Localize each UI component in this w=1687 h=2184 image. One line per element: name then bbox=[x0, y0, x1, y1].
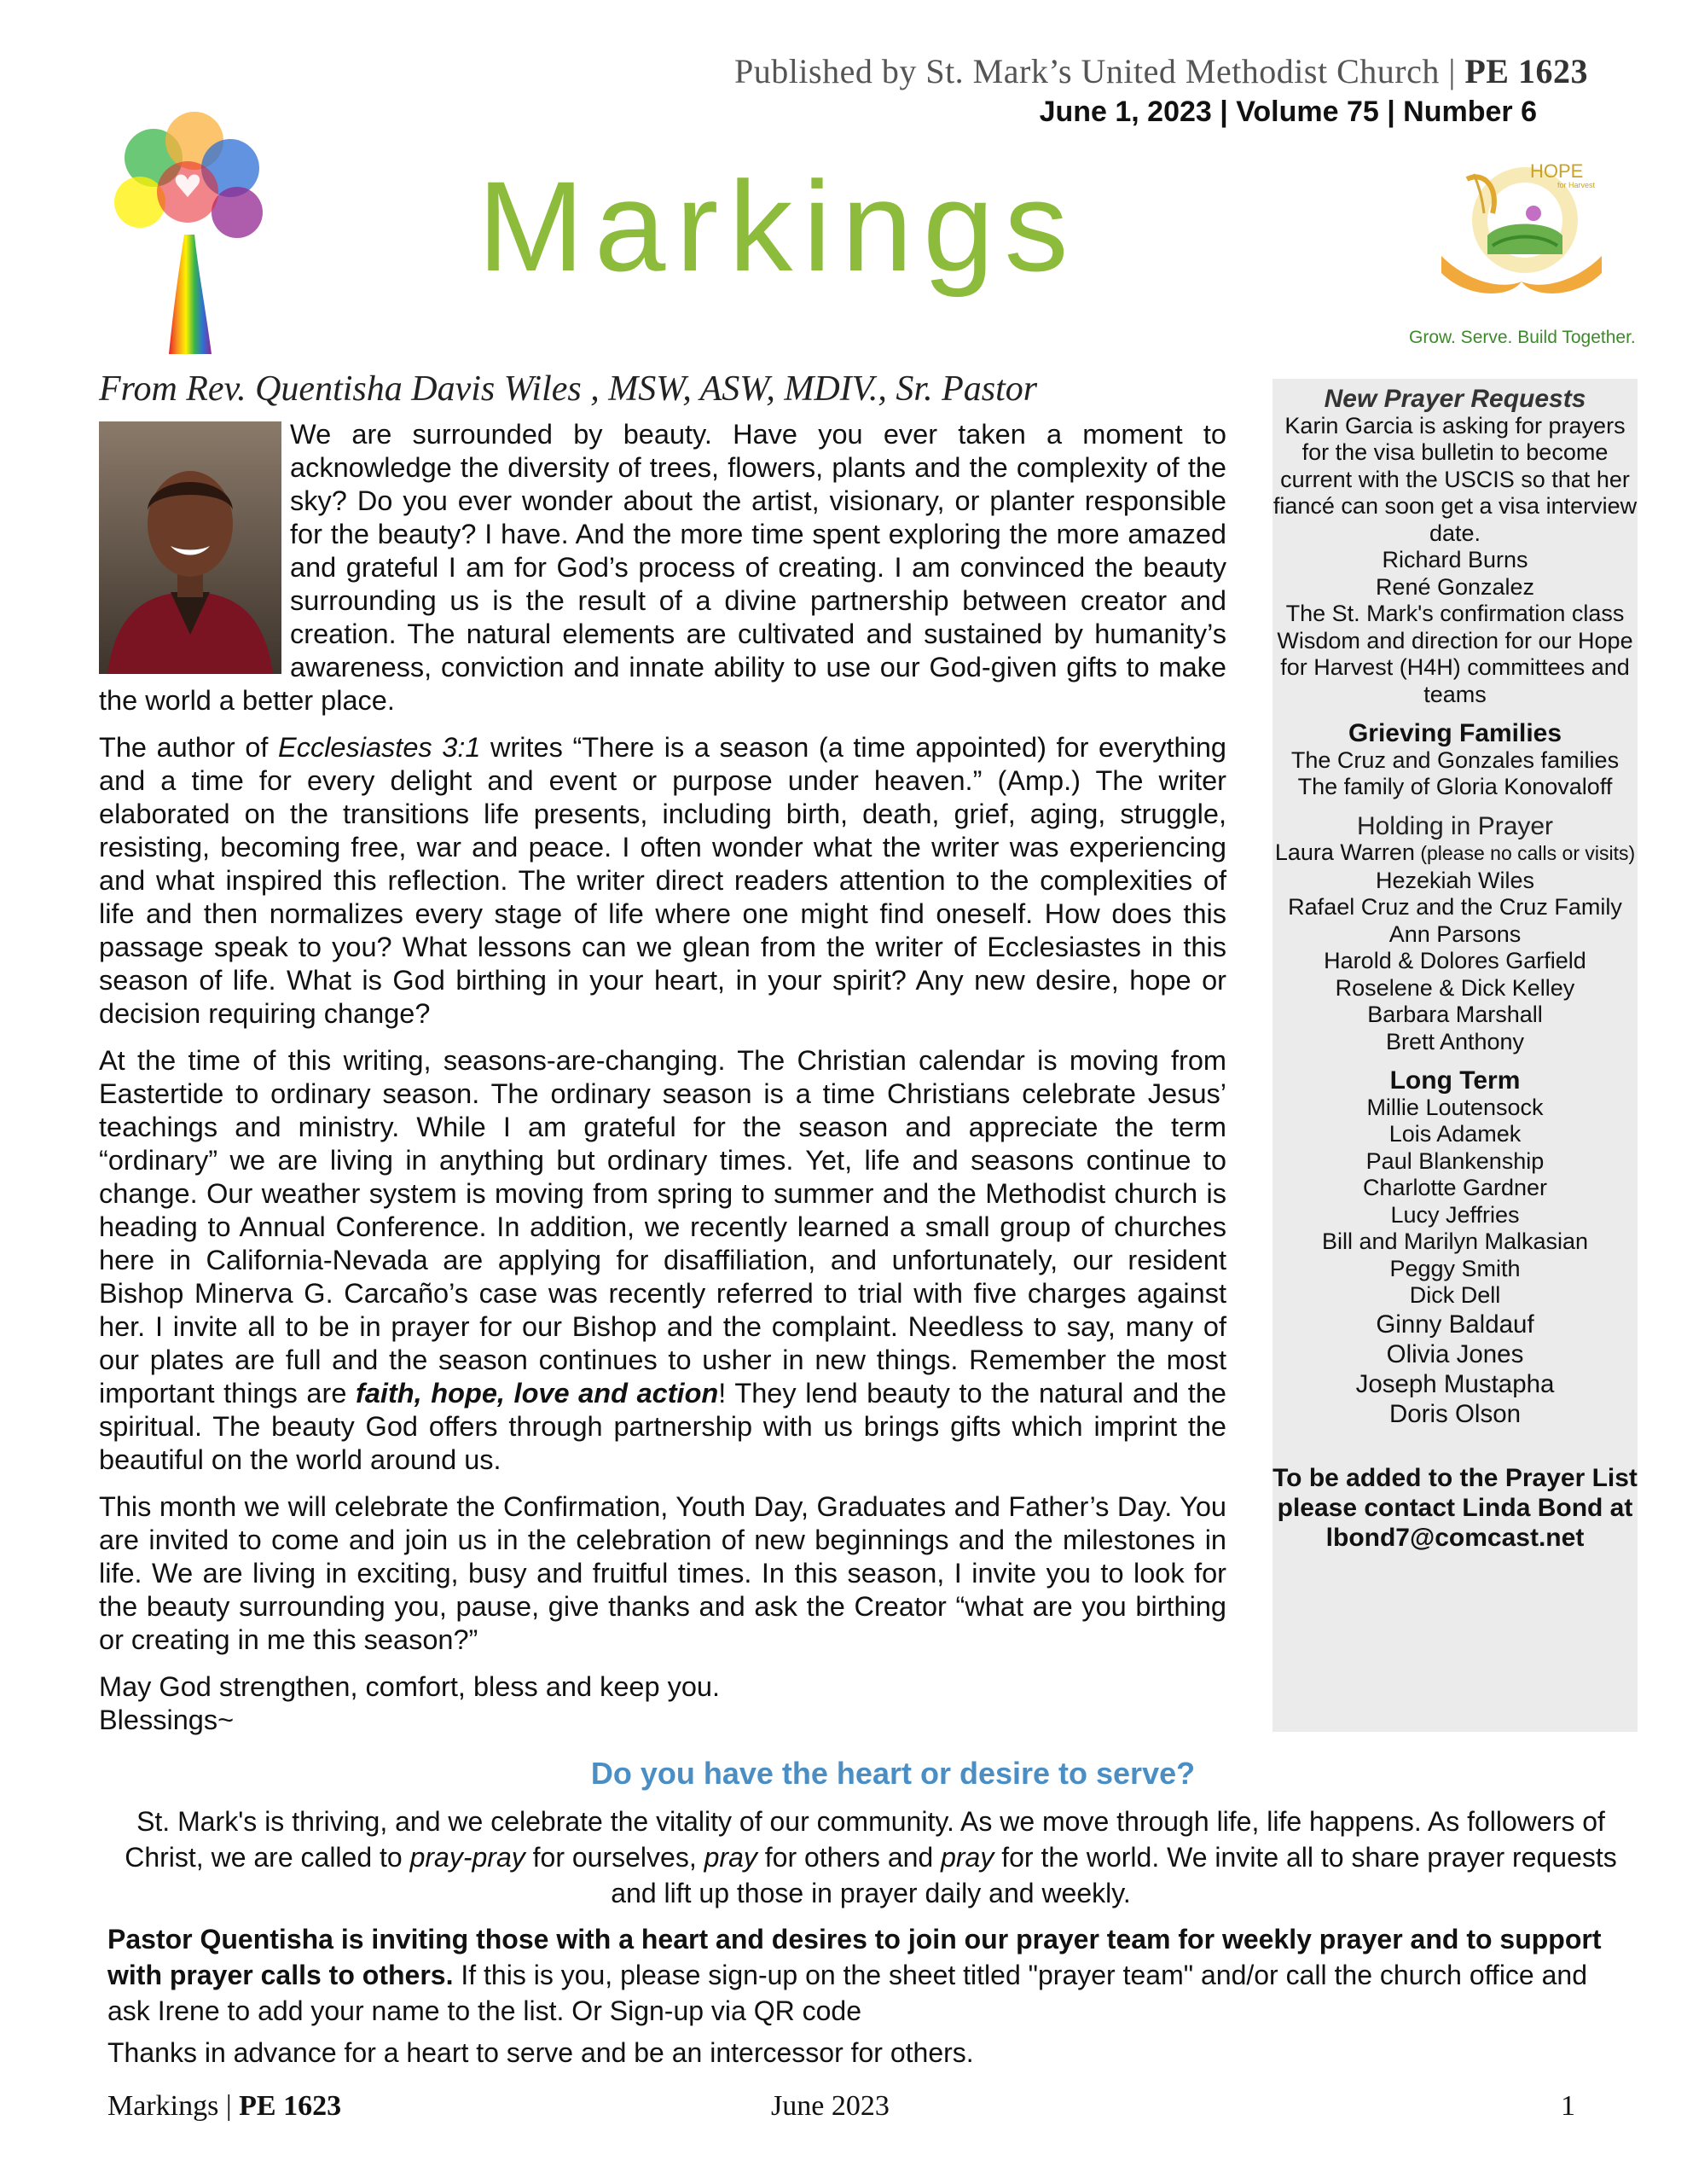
publisher-separator: | bbox=[1439, 52, 1465, 90]
masthead-title: Markings bbox=[478, 154, 1079, 298]
page-number: 1 bbox=[1561, 2090, 1575, 2122]
letter-closing bbox=[99, 1670, 1226, 1737]
holding-list bbox=[1272, 839, 1638, 1055]
holding-title: Holding in Prayer bbox=[1356, 811, 1554, 840]
footer-date: June 2023 bbox=[771, 2090, 890, 2122]
hope-for-harvest-logo bbox=[1433, 154, 1603, 307]
list-item: Ginny Baldauf bbox=[1376, 1310, 1534, 1339]
holding-first-name: Laura Warren bbox=[1274, 839, 1415, 865]
intro-text-b: for ourselves, bbox=[525, 1842, 704, 1873]
serve-invite bbox=[107, 1921, 1634, 2029]
list-item: Roselene & Dick Kelley bbox=[1335, 974, 1575, 1001]
logo-tagline: Grow. Serve. Build Together. bbox=[1409, 328, 1636, 347]
list-item: Barbara Marshall bbox=[1367, 1002, 1543, 1027]
p3-text-b: ! They lend beauty to the natural and the spiritual. The beauty God offers through partnership with us brings gifts which imprint the beautiful on the world around us. bbox=[99, 1378, 1226, 1475]
p2-text-a: The author of bbox=[99, 732, 279, 763]
new-requests-list bbox=[1272, 413, 1638, 709]
list-item: The family of Gloria Konovaloff bbox=[1297, 774, 1613, 799]
holding-first-note: (please no calls or visits) bbox=[1414, 842, 1636, 864]
intro-text-a: St. Mark's is thriving, and we celebrate the vitality of our community. As we move through life, life happens. As followers of Christ, we are called to bbox=[125, 1806, 1605, 1873]
list-item: Dick Dell bbox=[1409, 1282, 1501, 1308]
p3-text-a: At the time of this writing, seasons-are-changing. The Christian calendar is moving from Eastertide to ordinary season. The ordinary season is a time Christians celebrate Jesus’ teachings and ministry. While I am grateful for the season and appreciate the term “ordinary” we are living in anything but ordinary times. Yet, life and seasons continue to change. Our weather system is moving from spring to summer and the Methodist church is heading to Annual Conference. In addition, we recently learned a small group of churches here in California-Nevada are applying for disaffiliation, and unfortunately, our resident Bishop Minerva G. Carcaño’s case was recently referred to trial with five charges against her. I invite all to be in prayer for our Bishop and the complaint. Needless to say, many of our plates are full and the season continues to usher in new things. Remember the most important things are bbox=[99, 1045, 1226, 1409]
list-item: Rafael Cruz and the Cruz Family bbox=[1288, 894, 1622, 920]
issue-dateline: June 1, 2023 | Volume 75 | Number 6 bbox=[1039, 96, 1537, 128]
long-term-title: Long Term bbox=[1389, 1066, 1521, 1095]
list-item: Lucy Jeffries bbox=[1390, 1201, 1520, 1228]
list-item: Richard Burns bbox=[1382, 547, 1528, 572]
list-item: Ann Parsons bbox=[1388, 921, 1522, 947]
list-item: Karin Garcia is asking for prayers for the visa bulletin to become current with the USCIS so that her fiancé can soon get a visa interview date. bbox=[1272, 412, 1638, 546]
serve-title: Do you have the heart or desire to serve? bbox=[590, 1756, 1196, 1791]
serve-thanks: Thanks in advance for a heart to serve and be an intercessor for others. bbox=[107, 2037, 974, 2068]
list-item: Doris Olson bbox=[1388, 1399, 1522, 1428]
list-item: The St. Mark's confirmation class bbox=[1285, 601, 1625, 626]
new-requests-title: New Prayer Requests bbox=[1324, 385, 1586, 413]
closing-blessing: May God strengthen, comfort, bless and keep you. bbox=[99, 1671, 721, 1702]
letter-paragraph-1: We are surrounded by beauty. Have you ever taken a moment to acknowledge the diversity of trees, flowers, plants and the complexity of the sky? Do you ever wonder about the artist, visionary, or planter responsible for the beauty? I have. And the more time spent exploring the more amazed and grateful I am for God’s process of creating. I am convinced the beauty surrounding us is the result of a divine partnership between creator and creation. The natural elements are cultivated and sustained by humanity’s awareness, conviction and innate ability to use our God-given gifts to make the world a better place. bbox=[99, 419, 1226, 716]
letter-paragraph-3 bbox=[99, 1044, 1226, 1477]
footer-title: Markings bbox=[107, 2090, 219, 2122]
p2-text-b: writes “There is a season (a time appointed) for everything and a time for every delight and event or purpose under heaven.” (Amp.) The writer elaborated on the transitions life presents, including birth, death, grief, aging, struggle, resisting, becoming free, war and peace. I often wonder what the writer was experiencing and what inspired this reflection. The writer direct readers attention to the complexities of life and then normalizes every stage of life where one might find oneself. How does this passage speak to you? What lessons can we glean from the writer of Ecclesiastes in this season of life. What is God birthing in your heart, in your spirit? Any new desire, hope or decision requiring change? bbox=[99, 732, 1226, 1029]
footer-separator: | bbox=[218, 2090, 240, 2122]
closing-signoff: Blessings~ bbox=[99, 1705, 235, 1735]
list-item: Hezekiah Wiles bbox=[1375, 867, 1535, 893]
prayer-list-sidebar bbox=[1272, 379, 1638, 1732]
intro-em-1: pray-pray bbox=[409, 1842, 525, 1873]
list-item: Bill and Marilyn Malkasian bbox=[1321, 1228, 1589, 1254]
footer-left bbox=[107, 2090, 341, 2123]
list-item bbox=[1272, 839, 1638, 868]
list-item: Peggy Smith bbox=[1389, 1255, 1521, 1281]
letter-paragraph-4: This month we will celebrate the Confirmation, Youth Day, Graduates and Father’s Day. You are invited to come and join us in the celebration of new beginnings and the milestones in life. We are living in exciting, busy and fruitful times. In this season, I invite you to look for the beauty surrounding you, pause, give thanks and ask the Creator “what are you birthing or creating in me this season?” bbox=[99, 1491, 1226, 1655]
pastor-letter bbox=[99, 418, 1226, 1737]
invite-rest: If this is you, please sign-up on the sheet titled "prayer team" and/or call the church office and ask Irene to add your name to the list. Or Sign-up via QR code bbox=[107, 1960, 1587, 2026]
publisher-name: Published by St. Mark’s United Methodist Church bbox=[734, 52, 1440, 90]
photo-spacer bbox=[99, 418, 290, 671]
long-term-list bbox=[1272, 1095, 1638, 1429]
list-item: Olivia Jones bbox=[1386, 1339, 1524, 1368]
publisher-line bbox=[734, 51, 1588, 91]
serve-intro bbox=[107, 1804, 1634, 1911]
intro-em-3: pray bbox=[941, 1842, 994, 1873]
list-item: The Cruz and Gonzales families bbox=[1290, 746, 1620, 773]
scripture-reference: Ecclesiastes 3:1 bbox=[278, 732, 481, 763]
list-item: Millie Loutensock bbox=[1366, 1094, 1544, 1120]
list-item: René Gonzalez bbox=[1375, 573, 1535, 600]
hope-word: HOPE bbox=[1530, 160, 1584, 182]
pastor-heading: From Rev. Quentisha Davis Wiles , MSW, ASW, MDIV., Sr. Pastor bbox=[99, 369, 1038, 409]
intro-em-2: pray bbox=[704, 1842, 757, 1873]
invite-bold: Pastor Quentisha is inviting those with a heart and desires to join our prayer team for weekly prayer and to support with prayer calls to others. bbox=[107, 1924, 1602, 1990]
prayer-contact: To be added to the Prayer List please contact Linda Bond at lbond7@comcast.net bbox=[1272, 1463, 1638, 1552]
hope-subword: for Harvest bbox=[1557, 181, 1596, 189]
grieving-list bbox=[1272, 747, 1638, 801]
rainbow-tree-logo bbox=[102, 107, 273, 354]
intro-text-c: for others and bbox=[757, 1842, 942, 1873]
list-item: Charlotte Gardner bbox=[1362, 1175, 1548, 1200]
list-item: Harold & Dolores Garfield bbox=[1324, 948, 1586, 973]
list-item: Joseph Mustapha bbox=[1355, 1369, 1555, 1398]
list-item: Lois Adamek bbox=[1388, 1121, 1522, 1147]
list-item: Paul Blankenship bbox=[1365, 1147, 1545, 1174]
intro-text-d: for the world. We invite all to share prayer requests and lift up those in prayer daily and weekly. bbox=[611, 1842, 1617, 1908]
grieving-title: Grieving Families bbox=[1348, 719, 1562, 747]
list-item: Brett Anthony bbox=[1385, 1028, 1525, 1054]
list-item: Wisdom and direction for our Hope for Harvest (H4H) committees and teams bbox=[1277, 627, 1633, 707]
letter-paragraph-2 bbox=[99, 731, 1226, 1031]
pe-code: PE 1623 bbox=[1464, 52, 1588, 90]
faith-hope-love-action: faith, hope, love and action bbox=[356, 1378, 719, 1409]
footer-pe-code: PE 1623 bbox=[239, 2090, 342, 2122]
